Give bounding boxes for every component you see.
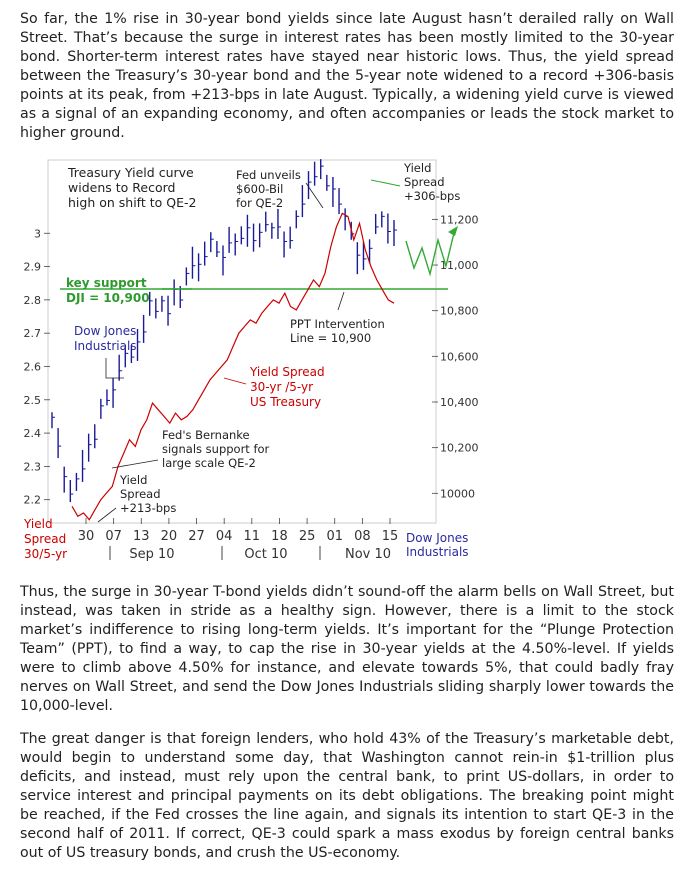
yield-213-label3: +213-bps	[120, 501, 177, 515]
paragraph-ppt: Thus, the surge in 30-year T-bond yields didn’t sound-off the alarm bells on Wall Street, but instead, was taken in stride as a healthy sign. However, there is a limit to the stock market’s indifference to rising long-term yields. It’s important for the “Plunge Protection Team” (PPT), to find a way, to cap the rise in 30-year yields at the 4.50%-level. If yields were to climb above 4.50% for instance, and elevate towards 5%, that could badly fray nerves on Wall Street, and send the Dow Jones Industrials sliding sharply lower towards the 10,000-level.	[20, 584, 674, 714]
x-tick-label: 30	[77, 529, 95, 544]
yield-306-label3: +306-bps	[404, 189, 461, 203]
left-axis-title1: Yield	[24, 517, 53, 531]
x-tick-label: 15	[381, 529, 399, 544]
chart-title-line3: high on shift to QE-2	[68, 195, 197, 210]
x-tick-label: 08	[354, 529, 371, 544]
left-axis-title2: Spread	[24, 532, 67, 546]
ppt-label1: PPT Intervention	[290, 317, 385, 331]
bernanke-label2: signals support for	[162, 442, 270, 456]
projection-arrow-icon	[448, 226, 458, 236]
left-tick-label: 2.8	[23, 293, 41, 307]
x-tick-label: 18	[271, 529, 288, 544]
x-tick-label: 25	[298, 529, 316, 544]
right-axis-title1: Dow Jones	[406, 531, 469, 545]
spread-label2: 30-yr /5-yr	[250, 380, 314, 394]
yield-306-label1: Yield	[404, 161, 432, 175]
right-tick-label: 10,400	[440, 396, 479, 409]
x-tick-label: 13	[132, 529, 150, 544]
spread-label1: Yield Spread	[250, 365, 325, 379]
left-axis	[24, 227, 51, 506]
x-tick-label: 11	[243, 529, 261, 544]
right-tick-label: 10,200	[440, 441, 479, 455]
month-label: Sep 10	[129, 547, 175, 562]
dji-label1: Dow Jones	[74, 324, 137, 338]
left-tick-label: 2.3	[23, 460, 41, 474]
right-tick-label: 10,800	[440, 304, 479, 318]
fed-amount-label: $600-Bil	[236, 182, 284, 196]
key-support-label2: DJI = 10,900	[66, 291, 150, 305]
fed-qe2-label: for QE-2	[236, 196, 284, 210]
chart-title-line2: widens to Record	[68, 180, 176, 195]
spread-label3: US Treasury	[250, 395, 322, 409]
right-axis	[432, 213, 479, 500]
bernanke-label1: Fed's Bernanke	[162, 428, 250, 442]
right-tick-label: 11,000	[440, 259, 479, 273]
chart-title-line1: Treasury Yield curve	[68, 165, 194, 180]
paragraph-foreign-lenders: The great danger is that foreign lenders, who hold 43% of the Treasury’s marketable debt, would begin to understand some day, that Washington cannot rein-in $1-trillion plus deficits, and instead, must rely upon the central bank, to print US-dollars, in order to service interest and principal payments on its debt obligations. The breaking point might be reached, if the Fed crosses the line again, and signals its intention to start QE-3 in the second half of 2011. If correct, QE-3 could spark a mass exodus by foreign central banks out of US treasury bonds, and crush the US-economy.	[20, 731, 674, 861]
month-label: Oct 10	[244, 547, 288, 562]
right-axis-title2: Industrials	[406, 545, 469, 559]
x-tick-label: 07	[105, 529, 122, 544]
right-tick-label: 10,600	[440, 350, 479, 364]
x-tick-label: 20	[160, 529, 178, 544]
dji-label2: Industrials	[74, 339, 137, 353]
key-support-label1: key support	[66, 276, 147, 290]
right-tick-label: 10000	[440, 487, 475, 501]
x-tick-label: 01	[326, 529, 344, 544]
left-tick-label: 2.5	[23, 393, 41, 407]
left-tick-label: 2.4	[23, 427, 41, 441]
yield-213-label2: Spread	[120, 487, 161, 501]
left-tick-label: 3	[34, 227, 41, 241]
yield-spread-dji-chart	[22, 158, 482, 570]
right-tick-label: 11,200	[440, 213, 479, 227]
fed-unveils-label: Fed unveils	[236, 168, 301, 182]
left-tick-label: 2.2	[23, 493, 41, 507]
left-tick-label: 2.7	[23, 327, 41, 341]
x-axis	[78, 518, 399, 562]
month-label: Nov 10	[344, 547, 392, 562]
chart-svg	[22, 158, 482, 570]
left-tick-label: 2.6	[23, 360, 41, 374]
x-tick-label: 27	[188, 529, 205, 544]
x-tick-label: 04	[215, 529, 233, 544]
left-axis-title3: 30/5-yr	[24, 547, 68, 561]
left-tick-label: 2.9	[23, 260, 41, 274]
yield-213-label1: Yield	[120, 473, 148, 487]
ppt-label2: Line = 10,900	[290, 331, 372, 345]
bernanke-label3: large scale QE-2	[162, 456, 256, 470]
yield-306-label2: Spread	[404, 175, 445, 189]
paragraph-intro: So far, the 1% rise in 30-year bond yields since late August hasn’t derailed rally on Wall Street. That’s because the surge in interest rates has been mostly limited to the 30-year bond. Shorter-term interest rates have stayed near historic lows. Thus, the yield spread between the Treasury’s 30-year bond and the 5-year note widened to a record +306-basis points at its peak, from +213-bps in late August. Typically, a widening yield curve is viewed as a signal of an expanding economy, and often accompanies or leads the stock market to higher ground.	[20, 11, 674, 141]
